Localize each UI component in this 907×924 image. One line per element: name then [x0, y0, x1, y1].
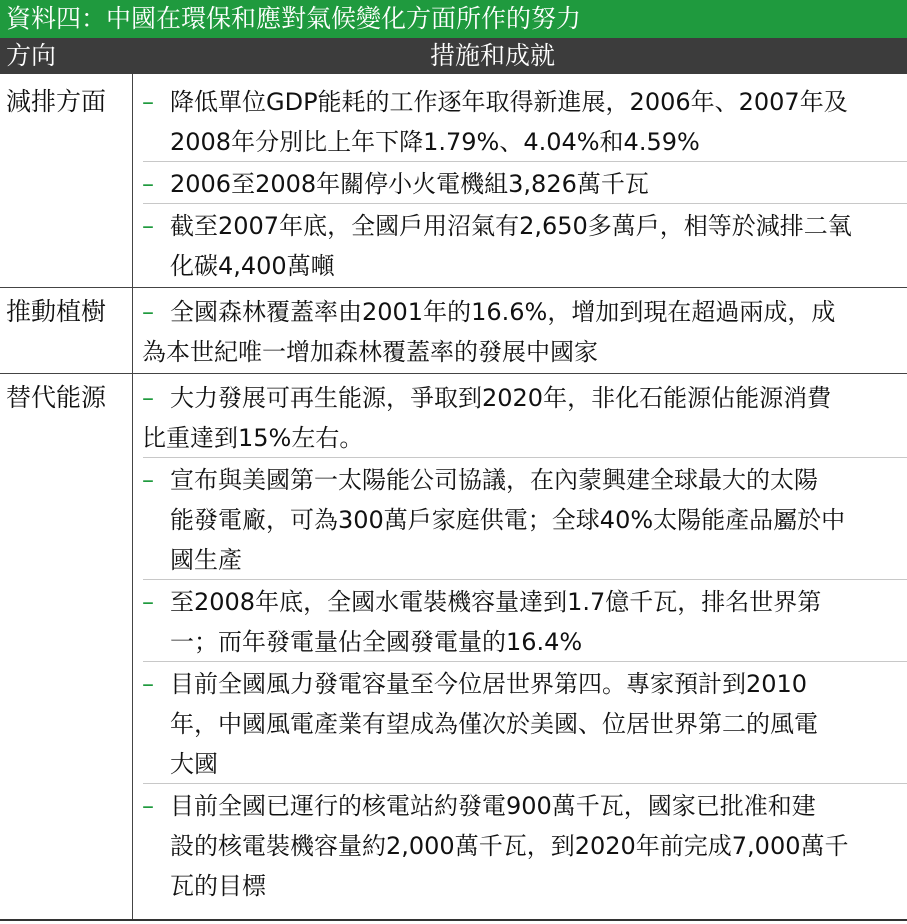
bullet-dash-icon: – — [142, 384, 154, 412]
measure-item — [142, 82, 904, 162]
measure-item — [142, 378, 904, 458]
section-direction: 替代能源 — [6, 383, 107, 412]
measure-line — [142, 460, 904, 500]
measure-line — [142, 378, 904, 418]
measure-line — [142, 122, 904, 162]
measure-line — [142, 246, 904, 286]
measure-text: 至2008年底，全國水電裝機容量達到1.7億千瓦，排名世界第 — [170, 588, 822, 616]
table-title: 資料四：中國在環保和應對氣候變化方面所作的努力 — [0, 0, 907, 38]
bottom-border — [0, 919, 907, 921]
column-divider — [132, 74, 133, 920]
measure-line — [142, 744, 904, 784]
measure-text: 能發電廠，可為300萬戶家庭供電；全球40%太陽能產品屬於中 — [170, 506, 846, 534]
measure-text: 瓦的目標 — [170, 872, 266, 900]
measure-item — [142, 164, 904, 204]
measure-text: 國生產 — [170, 546, 242, 574]
measure-item — [142, 786, 904, 906]
measure-line — [142, 206, 904, 246]
measure-line — [142, 786, 904, 826]
measure-text: 大力發展可再生能源，爭取到2020年，非化石能源佔能源消費 — [170, 384, 832, 412]
measure-line — [142, 826, 904, 866]
measure-text: 年，中國風電產業有望成為僅次於美國、位居世界第二的風電 — [170, 710, 818, 738]
measure-line — [142, 664, 904, 704]
measure-item — [142, 582, 904, 662]
bullet-dash-icon: – — [142, 298, 154, 326]
measure-text: 降低單位GDP能耗的工作逐年取得新進展，2006年、2007年及 — [170, 88, 848, 116]
measure-line — [142, 500, 904, 540]
bullet-dash-icon: – — [142, 212, 154, 240]
section-direction: 推動植樹 — [6, 297, 107, 326]
measure-item — [142, 460, 904, 580]
measure-text: 為本世紀唯一增加森林覆蓋率的發展中國家 — [142, 338, 598, 366]
measure-line — [142, 332, 904, 372]
item-divider — [143, 161, 907, 162]
item-divider — [143, 661, 907, 662]
measure-line — [142, 292, 904, 332]
measure-line — [142, 164, 904, 204]
measure-line — [142, 82, 904, 122]
bullet-dash-icon: – — [142, 588, 154, 616]
table-header — [0, 38, 907, 74]
measure-text: 化碳4,400萬噸 — [170, 252, 335, 280]
section-divider — [0, 287, 907, 288]
measure-line — [142, 540, 904, 580]
bullet-dash-icon: – — [142, 466, 154, 494]
measure-line — [142, 582, 904, 622]
section-divider — [0, 373, 907, 374]
measure-text: 設的核電裝機容量約2,000萬千瓦，到2020年前完成7,000萬千 — [170, 832, 849, 860]
measure-text: 宣布與美國第一太陽能公司協議，在內蒙興建全球最大的太陽 — [170, 466, 818, 494]
measure-item — [142, 292, 904, 372]
bullet-dash-icon: – — [142, 792, 154, 820]
measure-line — [142, 866, 904, 906]
measure-text: 全國森林覆蓋率由2001年的16.6%，增加到現在超過兩成，成 — [170, 298, 836, 326]
item-divider — [143, 783, 907, 784]
header-measures: 措施和成就 — [430, 41, 556, 70]
item-divider — [143, 579, 907, 580]
measure-text: 大國 — [170, 750, 218, 778]
measure-item — [142, 664, 904, 784]
measure-line — [142, 622, 904, 662]
measure-text: 一；而年發電量佔全國發電量的16.4% — [170, 628, 583, 656]
measure-text: 目前全國風力發電容量至今位居世界第四。專家預計到2010 — [170, 670, 808, 698]
measure-text: 2008年分別比上年下降1.79%、4.04%和4.59% — [170, 128, 700, 156]
section-direction: 減排方面 — [6, 87, 107, 116]
bullet-dash-icon: – — [142, 170, 154, 198]
measure-line — [142, 704, 904, 744]
bullet-dash-icon: – — [142, 88, 154, 116]
measure-line — [142, 418, 904, 458]
measure-text: 比重達到15%左右。 — [142, 424, 364, 452]
item-divider — [143, 457, 907, 458]
measure-text: 2006至2008年關停小火電機組3,826萬千瓦 — [170, 170, 649, 198]
measure-text: 目前全國已運行的核電站約發電900萬千瓦，國家已批准和建 — [170, 792, 816, 820]
measure-item — [142, 206, 904, 286]
measure-text: 截至2007年底，全國戶用沼氣有2,650多萬戶，相等於減排二氧 — [170, 212, 852, 240]
header-direction: 方向 — [6, 41, 57, 70]
item-divider — [143, 203, 907, 204]
bullet-dash-icon: – — [142, 670, 154, 698]
